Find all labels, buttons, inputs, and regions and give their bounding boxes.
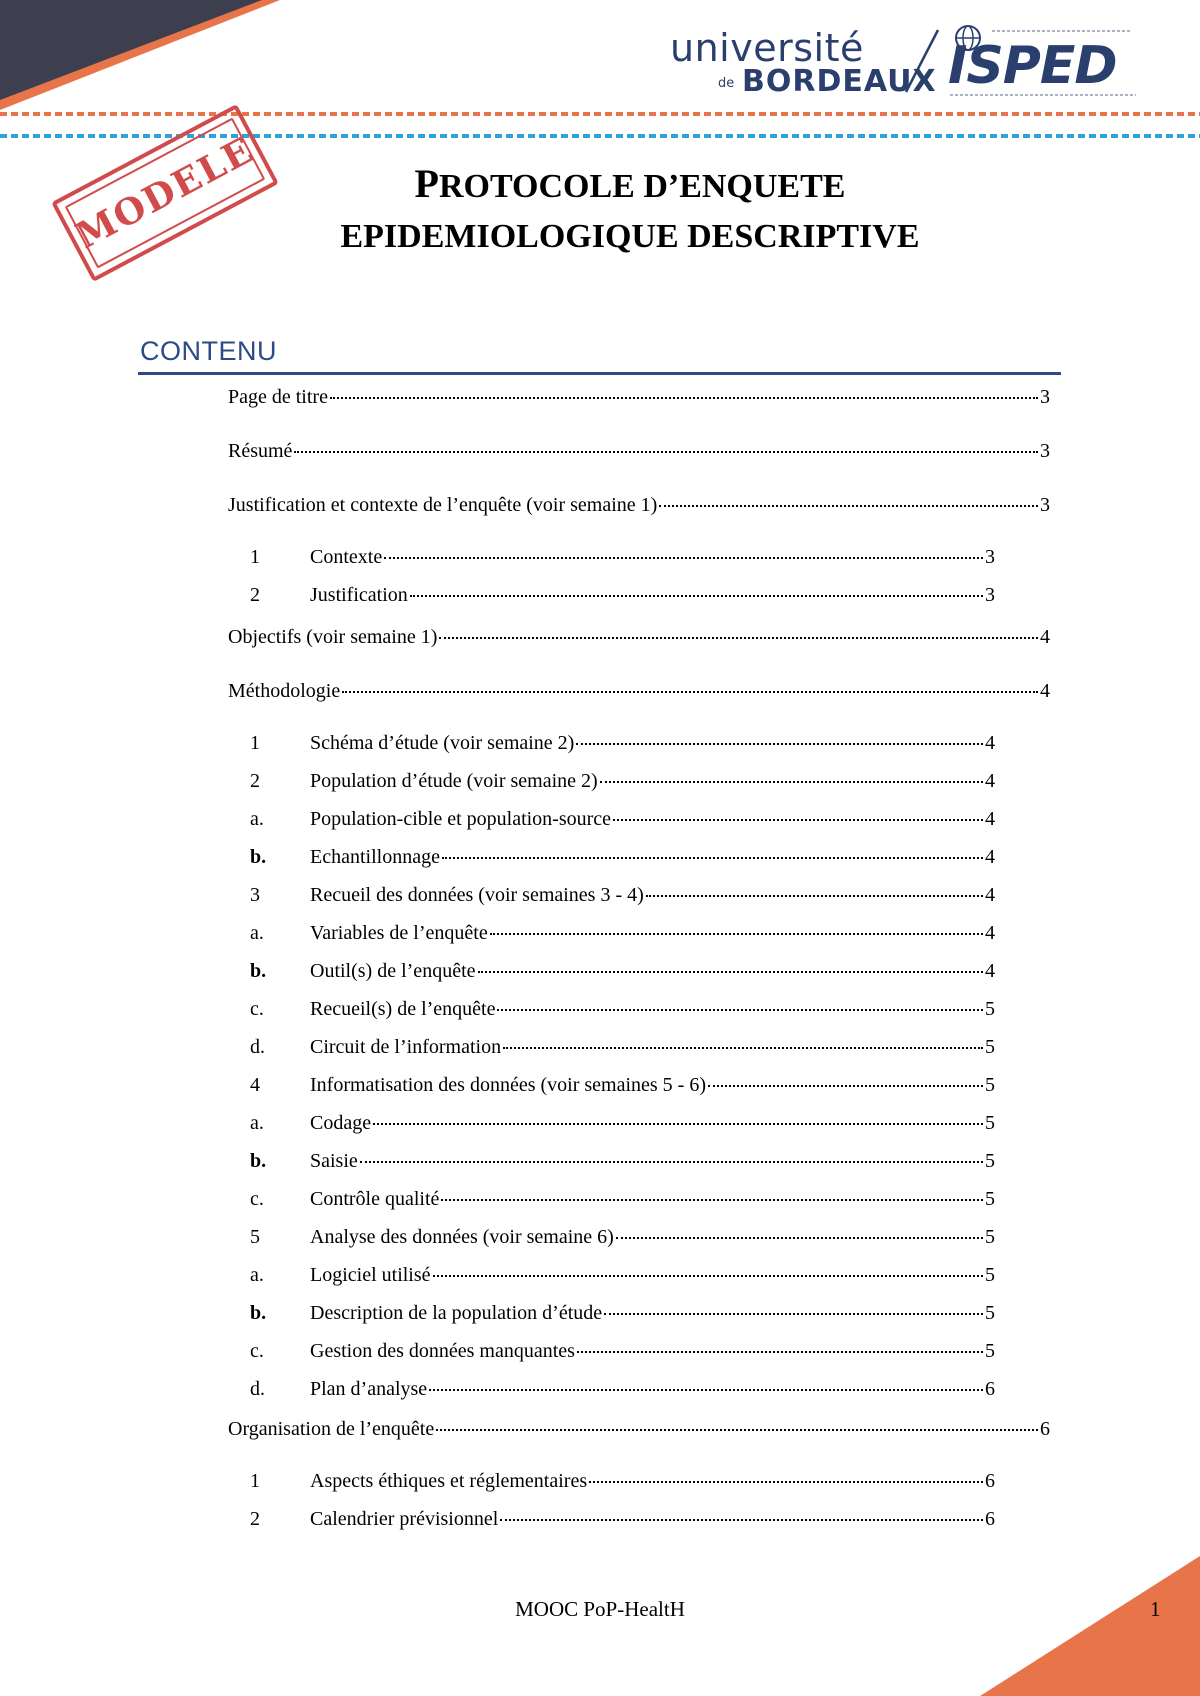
toc-entry-page: 4: [1040, 626, 1050, 648]
toc-entry-label: Informatisation des données (voir semaines 5 - 6): [310, 1074, 707, 1096]
document-title-line2: EPIDEMIOLOGIQUE DESCRIPTIVE: [340, 218, 920, 255]
toc-entry-page: 4: [985, 808, 995, 830]
toc-entry-label: Aspects éthiques et réglementaires: [310, 1470, 588, 1492]
toc-entry-label: Logiciel utilisé: [310, 1264, 431, 1286]
toc-entry-page: 3: [985, 546, 995, 568]
toc-dot-leader: [439, 637, 1038, 639]
toc-entry[interactable]: [250, 1036, 995, 1059]
toc-entry-number: d.: [250, 1036, 265, 1058]
toc-dot-leader: [342, 691, 1038, 693]
toc-entry-page: 5: [985, 1302, 995, 1324]
toc-entry-label: Codage: [310, 1112, 372, 1134]
page-number: 1: [1150, 1597, 1161, 1621]
toc-entry-page: 4: [985, 884, 995, 906]
toc-entry-number: a.: [250, 1264, 264, 1286]
toc-dot-leader: [433, 1275, 983, 1277]
toc-entry-label: Analyse des données (voir semaine 6): [310, 1226, 614, 1248]
toc-entry-number: b.: [250, 846, 267, 868]
toc-entry-label: Page de titre: [228, 386, 328, 408]
toc-entry[interactable]: [228, 1418, 1050, 1441]
toc-dot-leader: [360, 1161, 983, 1163]
toc-entry-page: 6: [985, 1508, 995, 1530]
toc-dot-leader: [330, 397, 1038, 399]
universite-bordeaux-logo: [670, 20, 937, 100]
toc-entry[interactable]: [250, 998, 995, 1021]
toc-entry-label: Circuit de l’information: [310, 1036, 502, 1058]
toc-entry[interactable]: [250, 1340, 995, 1363]
toc-entry[interactable]: [250, 584, 995, 607]
toc-entry-page: 6: [1040, 1418, 1050, 1440]
toc-entry-label: Description de la population d’étude: [310, 1302, 603, 1324]
toc-entry[interactable]: [250, 808, 995, 831]
toc-dot-leader: [410, 595, 983, 597]
toc-dot-leader: [589, 1481, 983, 1483]
toc-entry-page: 3: [985, 584, 995, 606]
toc-entry-label: Objectifs (voir semaine 1): [228, 626, 438, 648]
toc-entry[interactable]: [250, 922, 995, 945]
toc-entry-page: 4: [985, 732, 995, 754]
isped-subtitle-graphic: [950, 92, 1136, 98]
toc-entry-label: Population d’étude (voir semaine 2): [310, 770, 598, 792]
isped-tagline-graphic: [992, 28, 1132, 34]
toc-entry[interactable]: [228, 494, 1050, 517]
header-logos: [670, 20, 1140, 100]
toc-entry-page: 4: [985, 960, 995, 982]
toc-entry-page: 5: [985, 1112, 995, 1134]
contents-heading: CONTENU: [140, 336, 277, 366]
toc-entry-label: Calendrier prévisionnel: [310, 1508, 499, 1530]
toc-entry-label: Méthodologie: [228, 680, 341, 702]
toc-entry-number: a.: [250, 808, 264, 830]
toc-entry-label: Outil(s) de l’enquête: [310, 960, 476, 982]
toc-entry[interactable]: [250, 770, 995, 793]
toc-entry-label: Contrôle qualité: [310, 1188, 440, 1210]
toc-entry-number: a.: [250, 922, 264, 944]
toc-dot-leader: [500, 1519, 983, 1521]
toc-entry-label: Plan d’analyse: [310, 1378, 428, 1400]
toc-entry[interactable]: [250, 1302, 995, 1325]
toc-dot-leader: [646, 895, 983, 897]
toc-entry-number: 1: [250, 732, 260, 754]
toc-entry-number: b.: [250, 1150, 267, 1172]
toc-entry[interactable]: [250, 1226, 995, 1249]
footer-text: MOOC PoP-HealtH: [515, 1597, 685, 1621]
toc-entry[interactable]: [250, 1112, 995, 1135]
toc-entry-number: 2: [250, 770, 260, 792]
toc-entry-page: 3: [1040, 386, 1050, 408]
toc-entry-label: Recueil(s) de l’enquête: [310, 998, 496, 1020]
logo-isped-text: ISPED: [948, 36, 1117, 96]
toc-entry[interactable]: [228, 626, 1050, 649]
logo-separator-slash: [902, 26, 942, 96]
toc-entry-page: 4: [1040, 680, 1050, 702]
toc-entry[interactable]: [250, 1470, 995, 1493]
toc-entry[interactable]: [250, 1264, 995, 1287]
toc-entry[interactable]: [228, 440, 1050, 463]
toc-dot-leader: [442, 857, 983, 859]
toc-entry-number: 4: [250, 1074, 260, 1096]
toc-entry-number: d.: [250, 1378, 265, 1400]
corner-decoration-bottom-right: [980, 1556, 1200, 1696]
toc-dot-leader: [429, 1389, 983, 1391]
toc-dot-leader: [478, 971, 984, 973]
toc-entry-label: Recueil des données (voir semaines 3 - 4): [310, 884, 644, 906]
toc-entry-page: 3: [1040, 440, 1050, 462]
toc-entry-page: 4: [985, 922, 995, 944]
toc-entry-label: Schéma d’étude (voir semaine 2): [310, 732, 575, 754]
toc-dot-leader: [503, 1047, 983, 1049]
toc-entry[interactable]: [228, 680, 1050, 703]
toc-entry[interactable]: [228, 386, 1050, 409]
toc-entry-page: 5: [985, 1226, 995, 1248]
toc-entry-number: c.: [250, 1340, 264, 1362]
toc-entry-number: 2: [250, 1508, 260, 1530]
toc-entry-page: 4: [985, 770, 995, 792]
toc-entry-page: 5: [985, 1150, 995, 1172]
toc-entry-number: c.: [250, 1188, 264, 1210]
toc-entry[interactable]: [250, 846, 995, 869]
toc-entry-number: 3: [250, 884, 260, 906]
toc-entry-number: 1: [250, 546, 260, 568]
contents-heading-rule: [138, 372, 1061, 375]
toc-dot-leader: [600, 781, 983, 783]
toc-entry-number: c.: [250, 998, 264, 1020]
toc-entry-page: 5: [985, 1036, 995, 1058]
toc-dot-leader: [294, 451, 1038, 453]
logo-universite-text: université: [670, 26, 864, 70]
toc-dot-leader: [708, 1085, 983, 1087]
toc-entry-page: 5: [985, 998, 995, 1020]
toc-entry[interactable]: [250, 960, 995, 983]
toc-dot-leader: [613, 819, 983, 821]
toc-entry-number: 5: [250, 1226, 260, 1248]
toc-dot-leader: [441, 1199, 983, 1201]
toc-entry-page: 6: [985, 1470, 995, 1492]
logo-bordeaux-text: BORDEAUX: [742, 64, 937, 99]
toc-entry[interactable]: [250, 1074, 995, 1097]
corner-decoration-top-left: [0, 0, 300, 120]
toc-dot-leader: [384, 557, 983, 559]
toc-dot-leader: [659, 505, 1038, 507]
isped-logo: [948, 22, 1138, 100]
toc-dot-leader: [604, 1313, 983, 1315]
toc-entry-page: 5: [985, 1264, 995, 1286]
toc-entry-number: b.: [250, 960, 267, 982]
toc-entry-label: Variables de l’enquête: [310, 922, 488, 944]
toc-entry-label: Organisation de l’enquête: [228, 1418, 435, 1440]
toc-entry[interactable]: [250, 1378, 995, 1401]
toc-entry-number: a.: [250, 1112, 264, 1134]
toc-entry-label: Population-cible et population-source: [310, 808, 612, 830]
toc-entry[interactable]: [250, 732, 995, 755]
toc-entry[interactable]: [250, 1188, 995, 1211]
toc-entry-label: Echantillonnage: [310, 846, 440, 868]
toc-entry-label: Justification et contexte de l’enquête (voir semaine 1): [228, 494, 658, 516]
toc-entry-number: b.: [250, 1302, 267, 1324]
toc-entry-page: 3: [1040, 494, 1050, 516]
stamp-text: MODELE: [69, 128, 261, 258]
toc-dot-leader: [490, 933, 983, 935]
document-title-line1: PROTOCOLE D’ENQUETE: [414, 161, 846, 206]
toc-entry-number: 1: [250, 1470, 260, 1492]
toc-entry[interactable]: [250, 884, 995, 907]
toc-dot-leader: [436, 1429, 1038, 1431]
toc-entry-label: Saisie: [310, 1150, 358, 1172]
toc-dot-leader: [497, 1009, 983, 1011]
logo-de-text: de: [718, 76, 735, 91]
toc-entry-page: 5: [985, 1074, 995, 1096]
toc-entry[interactable]: [250, 1508, 995, 1531]
toc-entry-label: Contexte: [310, 546, 383, 568]
toc-entry[interactable]: [250, 546, 995, 569]
toc-entry-number: 2: [250, 584, 260, 606]
toc-entry[interactable]: [250, 1150, 995, 1173]
toc-dot-leader: [373, 1123, 983, 1125]
toc-entry-label: Justification: [310, 584, 408, 606]
toc-entry-label: Gestion des données manquantes: [310, 1340, 575, 1362]
toc-dot-leader: [576, 743, 983, 745]
toc-entry-page: 5: [985, 1188, 995, 1210]
toc-entry-label: Résumé: [228, 440, 293, 462]
toc-entry-page: 6: [985, 1378, 995, 1400]
toc-dot-leader: [616, 1237, 983, 1239]
toc-entry-page: 5: [985, 1340, 995, 1362]
toc-entry-page: 4: [985, 846, 995, 868]
toc-dot-leader: [577, 1351, 983, 1353]
